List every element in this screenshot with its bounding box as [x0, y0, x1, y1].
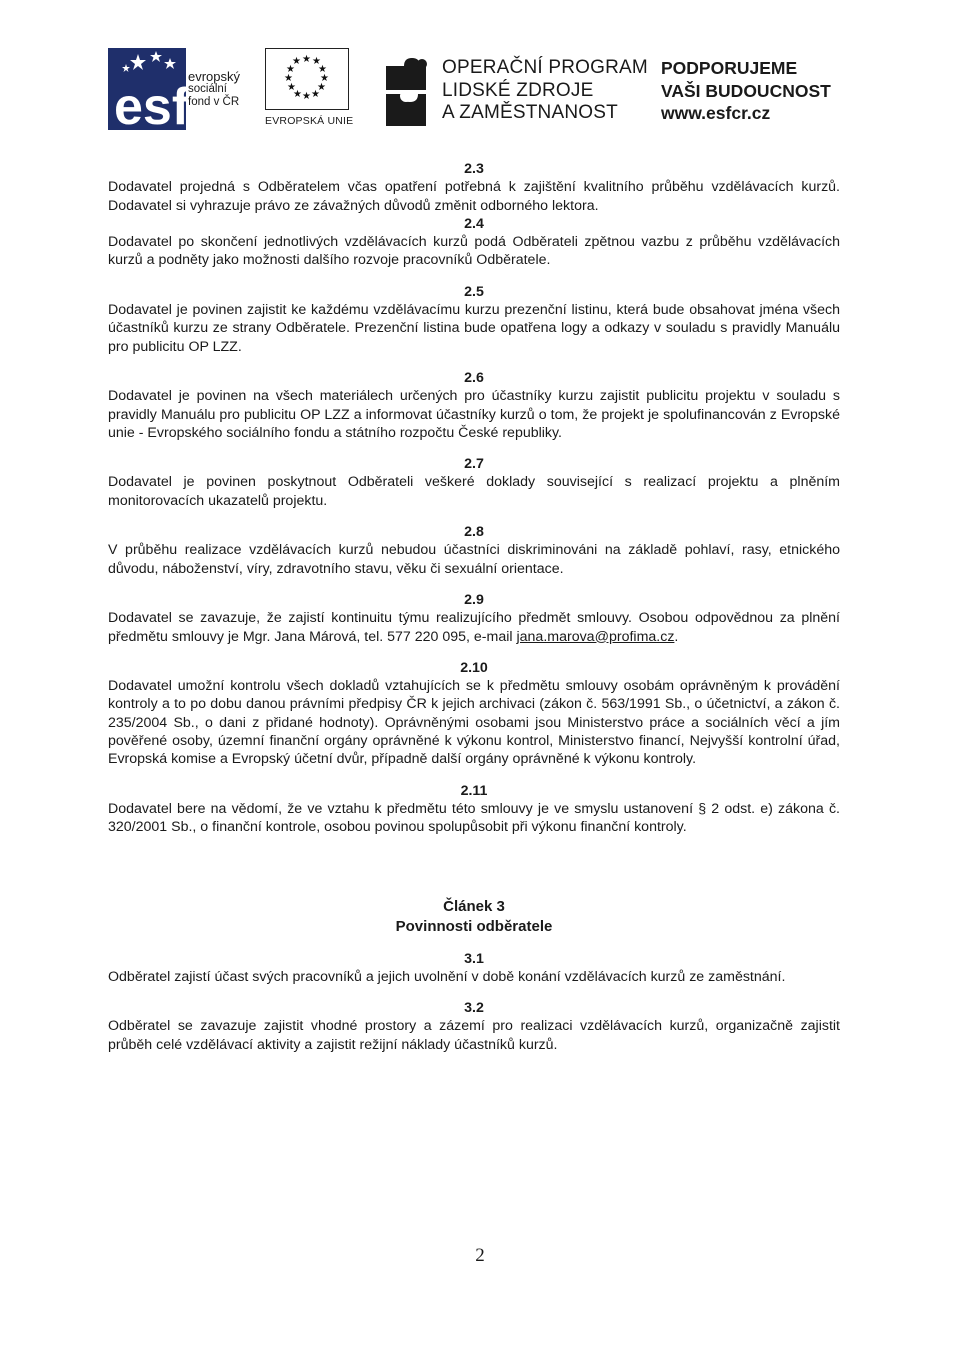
header	[108, 48, 848, 138]
support-slogan	[661, 57, 831, 125]
page-number: 2	[475, 1245, 485, 1266]
section-number: 2.11	[460, 782, 488, 799]
esf-logo	[108, 48, 264, 130]
svg-text:★: ★	[302, 54, 311, 65]
esf-mark-icon	[108, 48, 186, 130]
svg-text:★: ★	[302, 91, 311, 102]
svg-text:★: ★	[292, 56, 301, 67]
section-number: 2.10	[460, 659, 488, 676]
article-subtitle: Povinnosti odběratele	[395, 917, 553, 935]
section-text: Odběratel se zavazuje zajistit vhodné prostory a zázemí pro realizaci vzdělávacích kurzů, organizačně zajistit průběh celé vzdělávací aktivity a zajistit režijní náklady účastníků kurzů.	[108, 1018, 840, 1053]
section-text: Dodavatel bere na vědomí, že ve vztahu k předmětu této smlouvy je ve smyslu ustanovení § 2 odst. e) zákona č. 320/2001 Sb., o finanční kontrole, osobou povinou spolupůsobit při výkonu finanční kontroly.	[108, 800, 840, 836]
section-number: 2.9	[464, 591, 484, 608]
svg-text:★: ★	[320, 73, 329, 84]
esf-line: fond v ČR	[188, 96, 240, 108]
section-number: 2.3	[464, 161, 484, 177]
email-link[interactable]: jana.marova@profima.cz	[516, 628, 675, 645]
svg-text:★: ★	[287, 82, 296, 93]
svg-text:★: ★	[318, 64, 327, 75]
document-body	[108, 160, 840, 1054]
svg-text:★: ★	[293, 89, 302, 100]
section-text: Odběratel zajistí účast svých pracovníků a jejich uvolnění v době konání vzdělávacích kurzů ze zaměstnání.	[108, 968, 786, 985]
section-text-part: Dodavatel se zavazuje, že zajistí kontinuitu týmu realizujícího předmět smlouvy. Osobou odpovědnou za plnění předmětu smlouvy je Mgr. Jana Márová, tel. 577 220 095, e-mail	[108, 610, 840, 645]
op-lzz-logo-icon	[382, 52, 430, 130]
website-link[interactable]: www.esfcr.cz	[661, 103, 771, 123]
svg-text:★: ★	[286, 64, 295, 75]
svg-text:★: ★	[312, 56, 321, 67]
slogan-line: VAŠI BUDOUCNOST	[661, 80, 831, 101]
op-line: OPERAČNÍ PROGRAM	[442, 57, 648, 78]
section-text: Dodavatel je povinen na všech materiálech určených pro účastníky kurzu zajistit publicitu projektu v souladu s pravidly Manuálu pro publicitu OP LZZ a informovat účastníky kurzů o tom, že projekt je spolufinancován z Evropské unie - Evropského sociálního fondu a státního rozpočtu České republiky.	[108, 388, 840, 441]
section-text: Dodavatel po skončení jednotlivých vzdělávacích kurzů podá Odběrateli zpětnou vazbu z průběhu vzdělávacích kurzů a podněty jako možnosti dalšího rozvoje pracovníků Odběratele.	[108, 234, 840, 269]
section-text	[108, 609, 840, 646]
op-line: LIDSKÉ ZDROJE	[442, 79, 594, 101]
section-text: V průběhu realizace vzdělávacích kurzů nebudou účastníci diskriminováni na základě pohlaví, rasy, etnického důvodu, náboženství, víry, zdravotního stavu, věku či sexuální orientace.	[108, 542, 840, 577]
svg-text:esf: esf	[114, 78, 186, 130]
svg-text:★: ★	[317, 82, 326, 93]
section-number: 2.8	[464, 524, 484, 541]
section-number: 3.2	[464, 1000, 484, 1017]
section-number: 2.7	[464, 456, 484, 473]
article-title: Článek 3	[443, 897, 505, 915]
esf-line: evropský	[188, 69, 241, 84]
section-number: 2.5	[464, 283, 484, 300]
eu-flag-icon	[265, 48, 349, 110]
section-number: 3.1	[464, 950, 484, 967]
slogan-line: PODPORUJEME	[661, 58, 798, 78]
esf-line: sociální	[188, 83, 227, 95]
eu-label: EVROPSKÁ UNIE	[265, 115, 354, 127]
esf-text	[188, 70, 240, 109]
svg-text:★: ★	[284, 73, 293, 84]
op-line: A ZAMĚSTNANOST	[442, 102, 618, 123]
section-text-part: .	[674, 628, 679, 645]
section-text: Dodavatel je povinen zajistit ke každému vzdělávacímu kurzu prezenční listinu, která bude obsahovat jména všech účastníků kurzu ze strany Odběratele. Prezenční listina bude opatřena logy a odkazy v souladu s pravidly Manuálu pro publicitu OP LZZ.	[108, 302, 840, 355]
section-number: 2.6	[464, 369, 484, 386]
section-text: Dodavatel je povinen poskytnout Odběrateli veškeré doklady související s realizací projektu a plněním monitorovacích ukazatelů projektu.	[108, 474, 840, 509]
svg-text:★: ★	[311, 89, 320, 100]
section-text: Dodavatel projedná s Odběratelem včas opatření potřebná k zajištění kvalitního průběhu vzdělávacích kurzů. Dodavatel si vyhrazuje právo ze závažných důvodů změnit odborného lektora.	[108, 179, 840, 214]
section-number: 2.4	[464, 215, 484, 232]
op-lzz-title	[442, 57, 648, 125]
section-text: Dodavatel umožní kontrolu všech dokladů vztahujících se k předmětu smlouvy osobám oprávněným k provádění kontroly a to po dobu danou právními předpisy ČR k jejich archivaci (zákon č. 563/1991 Sb., o účetnictví, a zákon č. 235/2004 Sb., o dani z přidané hodnoty). Oprávněnými osobami jsou Ministerstvo práce a sociálních věcí a jím pověřené osoby, územní finanční orgány oprávněné k výkonu kontrol, Ministerstvo financí, Nejvyšší kontrolní úřad, Evropská komise a Evropský účetní dvůr, případně další orgány oprávněné k výkonu kontroly.	[108, 678, 840, 768]
